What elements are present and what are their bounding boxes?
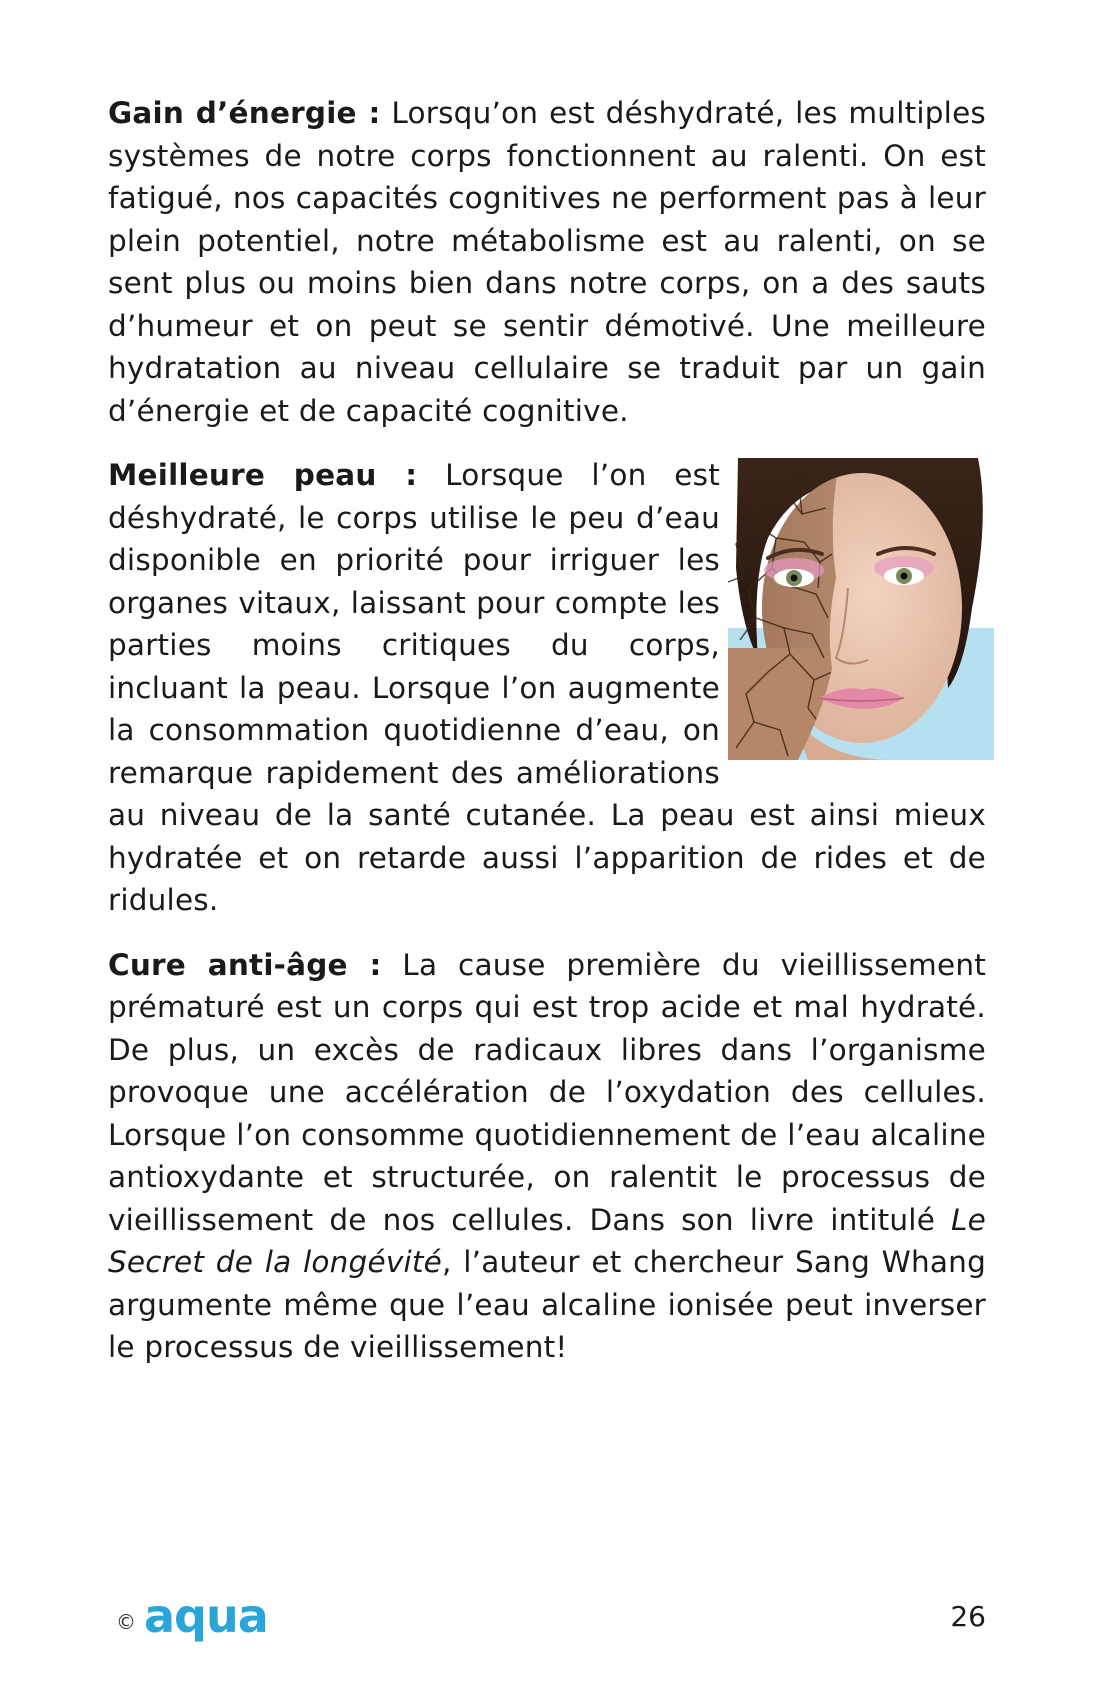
page-footer	[116, 1592, 986, 1652]
text-anti-aging-after: , l’auteur et chercheur Sang Whang argumente même que l’eau alcaline ionisée peut inverser le processus de vieillissement!	[108, 1245, 986, 1364]
cracked-skin-face-image	[728, 458, 994, 760]
paragraph-energy-gain	[108, 92, 986, 432]
aqua-logo-text: aqua	[144, 1592, 268, 1643]
text-energy-gain: Lorsqu’on est déshydraté, les multiples systèmes de notre corps fonctionnent au ralenti. On est fatigué, nos capacités cognitives ne performent pas à leur plein potentiel, notre métabolisme est au ralenti, on se sent plus ou moins bien dans notre corps, on a des sauts d’humeur et on peut se sentir démotivé. Une meilleure hydratation au niveau cellulaire se traduit par un gain d’énergie et de capacité cognitive.	[108, 96, 986, 428]
heading-energy-gain: Gain d’énergie :	[108, 96, 381, 130]
book-title: Le Secret de la longévité	[108, 1202, 986, 1279]
text-better-skin: Lorsque l’on est déshydraté, le corps utilise le peu d’eau disponible en priorité pour irriguer les organes vitaux, laissant pour compte les parties moins critiques du corps, incluant la peau. Lorsque l’on augmente la consommation quotidienne d’eau, on remarque rapidement des améliorations au niveau de la santé cutanée. La peau est ainsi mieux hydratée et on retarde aussi l’apparition de rides et de ridules.	[108, 458, 986, 917]
page-content	[108, 92, 986, 1369]
page-number: 26	[950, 1600, 986, 1633]
heading-anti-aging: Cure anti-âge :	[108, 947, 382, 982]
copyright-symbol: ©	[116, 1610, 136, 1634]
aqua-logo	[144, 1592, 294, 1648]
text-anti-aging-before: La cause première du vieillissement prématuré est un corps qui est trop acide et mal hydraté. De plus, un excès de radicaux libres dans l’organisme provoque une accélération de l’oxydation des cellules. Lorsque l’on consomme quotidiennement de l’eau alcaline antioxydante et structurée, on ralentit le processus de vieillissement de nos cellules. Dans son livre intitulé	[108, 947, 986, 1237]
paragraph-anti-aging	[108, 944, 986, 1369]
heading-better-skin: Meilleure peau :	[108, 458, 418, 492]
paragraph-better-skin	[108, 454, 986, 922]
